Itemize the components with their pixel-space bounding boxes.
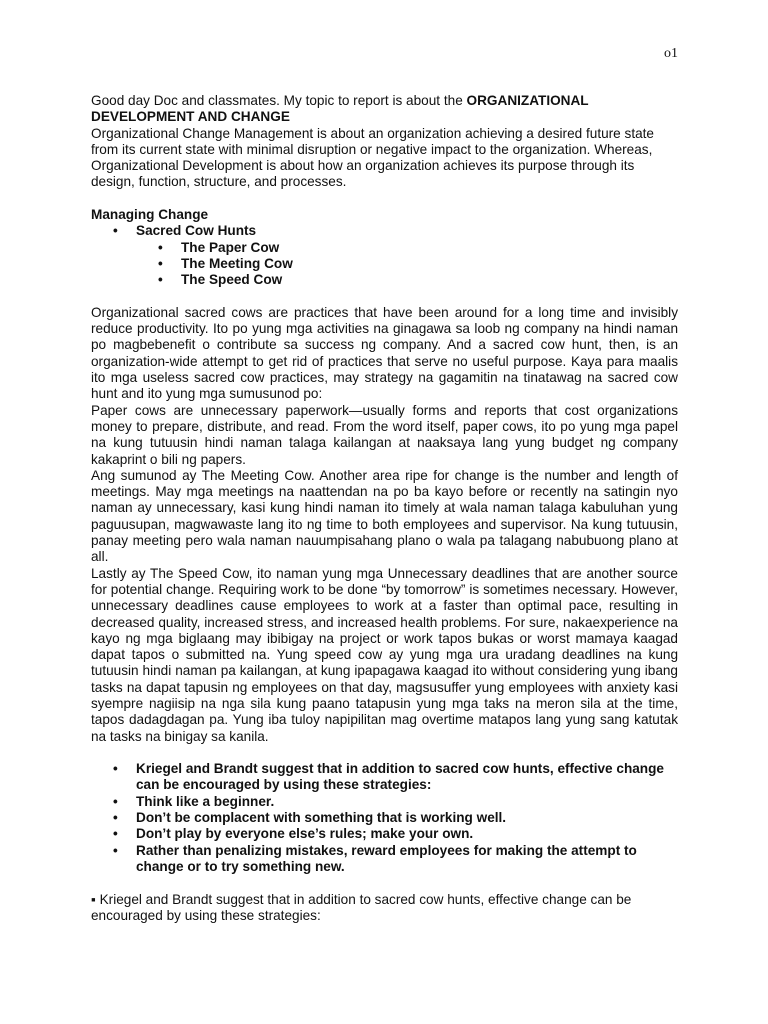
- strategies-list: [91, 761, 678, 875]
- speed-cow-paragraph: Lastly ay The Speed Cow, ito naman yung mga Unnecessary deadlines that are another source for potential change. Requiring work to be done “by tomorrow” is sometimes necessary. However, unnecessary deadlines cause employees to work at a faster than optimal pace, resulting in decreased quality, increased stress, and increased health problems. For sure, nakaexperience na kayo ng mga biglaang may ibibigay na project or work tapos bukas or worst mamaya kaagad dapat tapos o submitted na. Yung speed cow ay yung mga ura uradang deadlines na kung tutuusin hindi naman pa kailangan, at kung ipapagawa kaagad ito without considering yung ibang tasks na dapat tapusin ng employees on that day, magsusuffer yung employees with anxiety kasi syempre nagiisip na nga sila kung paano tatapusin yung mga taks na meron sila at the time, tapos dadagdagan pa. Yung iba tuloy napipilitan mag overtime matapos lang yung sang katutak na tasks na binigay sa kanila.: [91, 565, 678, 744]
- meeting-cow-paragraph: Ang sumunod ay The Meeting Cow. Another area ripe for change is the number and length of meetings. May mga meetings na naattendan na po ba kayo before or recently na satingin nyo naman ay unnecessary, kasi kung hindi naman ito timely at wala naman talaga kabuluhan yung paguusupan, magwawaste lang ito ng time to both employees and supervisor. Na kung tutuusin, panay meeting pero wala naman nauumpisahang plano o wala pa talagang nabubuong plano at all.: [91, 467, 678, 565]
- page-number: o1: [664, 46, 678, 61]
- bullet: •: [113, 793, 118, 809]
- outline-list: [91, 223, 678, 288]
- bullet: •: [113, 223, 118, 239]
- bullet: •: [158, 272, 163, 288]
- report-topic: ORGANIZATIONAL DEVELOPMENT AND CHANGE: [91, 93, 589, 125]
- outline-subitem: • The Paper Cow: [158, 239, 280, 255]
- definition-paragraph: Organizational Change Management is about an organization achieving a desired future state from its current state with minimal disruption or negative impact to the organization. Whereas, Organizational Development is about how an organization achieves its purpose through its design, function, structure, and processes.: [91, 125, 654, 190]
- strategy-item: • Don’t be complacent with something that is working well.: [113, 810, 507, 826]
- bullet: •: [113, 810, 118, 826]
- bullet: •: [113, 842, 118, 858]
- closing-paragraph: ▪ Kriegel and Brandt suggest that in addition to sacred cow hunts, effective change can be encouraged by using these strategies:: [91, 891, 632, 923]
- strategy-item: • Rather than penalizing mistakes, reward employees for making the attempt to change or to try something new.: [113, 842, 637, 874]
- sacred-cows-paragraph: Organizational sacred cows are practices that have been around for a long time and invisibly reduce productivity. Ito po yung mga activities na ginagawa sa loob ng company na hindi naman po magbebenefit o contribute sa success ng company. And a sacred cow hunt, then, is an organization-wide attempt to get rid of practices that serve no useful purpose. Kaya para maalis ito mga useless sacred cow practices, may strategy na gagamitin na tinatawag na sacred cow hunt and ito yung mga sumusunod po:: [91, 304, 678, 402]
- paper-cow-paragraph: Paper cows are unnecessary paperwork—usually forms and reports that cost organizations money to prepare, distribute, and read. From the word itself, paper cows, ito po yung mga papel na kung tutuusin hindi naman talaga kailangan at naaksaya lang yung budget ng company kakaprint o bili ng papers.: [91, 402, 678, 467]
- bullet: •: [158, 239, 163, 255]
- bullet: •: [113, 761, 118, 777]
- strategy-item: • Kriegel and Brandt suggest that in addition to sacred cow hunts, effective change can be encouraged by using these strategies:: [113, 761, 664, 793]
- outline-subitem: • The Meeting Cow: [158, 255, 293, 271]
- strategy-item: • Don’t play by everyone else’s rules; make your own.: [113, 826, 474, 842]
- outline-item: • Sacred Cow Hunts: [113, 223, 257, 239]
- document-body: [91, 93, 678, 924]
- outline-subitem: • The Speed Cow: [158, 272, 283, 288]
- intro-paragraph: [91, 93, 678, 126]
- strategy-item: • Think like a beginner.: [113, 793, 275, 809]
- bullet: •: [113, 826, 118, 842]
- bullet: •: [158, 255, 163, 271]
- section-heading: Managing Change: [91, 207, 209, 223]
- intro-lead: Good day Doc and classmates. My topic to report is about the: [91, 93, 467, 108]
